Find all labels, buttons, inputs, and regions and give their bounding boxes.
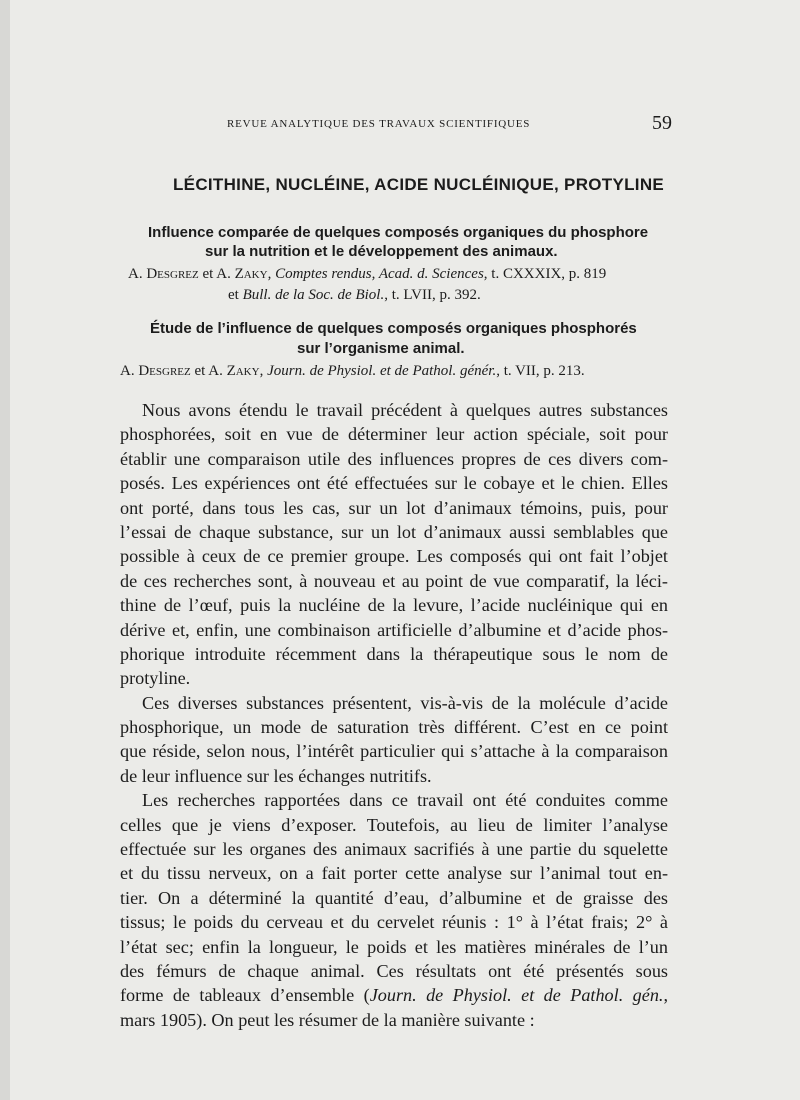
body-line: que réside, selon nous, l’intérêt particulier qui s’attache à la comparaison <box>120 741 668 762</box>
article1-citation-line2: et Bull. de la Soc. de Biol., t. LVII, p. 392. <box>228 287 481 303</box>
body-line: protyline. <box>120 668 191 689</box>
body-line: de ces recherches sont, à nouveau et au point de vue comparatif, la léci- <box>120 570 668 591</box>
body-line: effectuée sur les organes des animaux sacrifiés à une partie du squelette <box>120 839 668 860</box>
article1-title-line2: sur la nutrition et le développement des animaux. <box>205 243 558 260</box>
section-title: LÉCITHINE, NUCLÉINE, ACIDE NUCLÉINIQUE, PROTYLINE <box>173 175 665 194</box>
running-header: REVUE ANALYTIQUE DES TRAVAUX SCIENTIFIQUES <box>227 118 531 130</box>
body-line: Ces diverses substances présentent, vis-à-vis de la molécule d’acide <box>142 692 668 713</box>
body-line: phorique introduite récemment dans la thérapeutique sous le nom de <box>120 643 668 664</box>
body-line: mars 1905). On peut les résumer de la manière suivante : <box>120 1009 535 1030</box>
article2-citation: A. Desgrez et A. Zaky, Journ. de Physiol. et de Pathol. génér., t. VII, p. 213. <box>120 363 585 379</box>
body-line: ont porté, dans tous les cas, sur un lot d’animaux témoins, puis, pour <box>120 497 668 518</box>
body-line: phosphorées, soit en vue de déterminer leur action spéciale, soit pour <box>120 424 668 445</box>
body-line: établir une comparaison utile des influences propres de ces divers com- <box>120 448 668 469</box>
body-line: l’état sec; enfin la longueur, le poids et les matières minérales de l’un <box>120 936 668 957</box>
body-text <box>120 398 668 1032</box>
article2-title-line2: sur l’organisme animal. <box>297 340 465 357</box>
body-line: thine de l’œuf, puis la nucléine de la levure, l’acide nucléinique qui en <box>120 595 668 616</box>
body-line: tier. On a déterminé la quantité d’eau, d’albumine et de graisse des <box>120 887 668 908</box>
body-line: celles que je viens d’exposer. Toutefois, au lieu de limiter l’analyse <box>120 814 668 835</box>
body-line: des fémurs de chaque animal. Ces résultats ont été présentés sous <box>120 960 668 981</box>
article1-citation-line1: A. Desgrez et A. Zaky, Comptes rendus, Acad. d. Sciences, t. CXXXIX, p. 819 <box>128 266 607 282</box>
article1-title-line1: Influence comparée de quelques composés organiques du phosphore <box>148 224 649 241</box>
page-number: 59 <box>652 112 672 134</box>
body-line: phosphorique, un mode de saturation très différent. C’est en ce point <box>120 717 668 738</box>
body-line: posés. Les expériences ont été effectuées sur le cobaye et le chien. Elles <box>120 473 668 494</box>
body-line: Les recherches rapportées dans ce travail ont été conduites comme <box>142 790 668 811</box>
body-line: forme de tableaux d’ensemble (Journ. de Physiol. et de Pathol. gén., <box>120 985 669 1006</box>
body-line: dérive et, enfin, une combinaison artificielle d’albumine et d’acide phos- <box>120 619 668 640</box>
body-line: de leur influence sur les échanges nutritifs. <box>120 765 432 786</box>
body-line: et du tissu nerveux, on a fait porter cette analyse sur l’animal tout en- <box>120 863 668 884</box>
body-line: possible à ceux de ce premier groupe. Les composés qui ont fait l’objet <box>120 546 668 567</box>
article2-title-line1: Étude de l’influence de quelques composés organiques phosphorés <box>150 320 637 337</box>
body-line: tissus; le poids du cerveau et du cervelet réunis : 1° à l’état frais; 2° à <box>120 912 668 933</box>
body-line: l’essai de chaque substance, sur un lot d’animaux aussi semblables que <box>120 521 668 542</box>
body-line: Nous avons étendu le travail précédent à quelques autres substances <box>142 400 668 420</box>
